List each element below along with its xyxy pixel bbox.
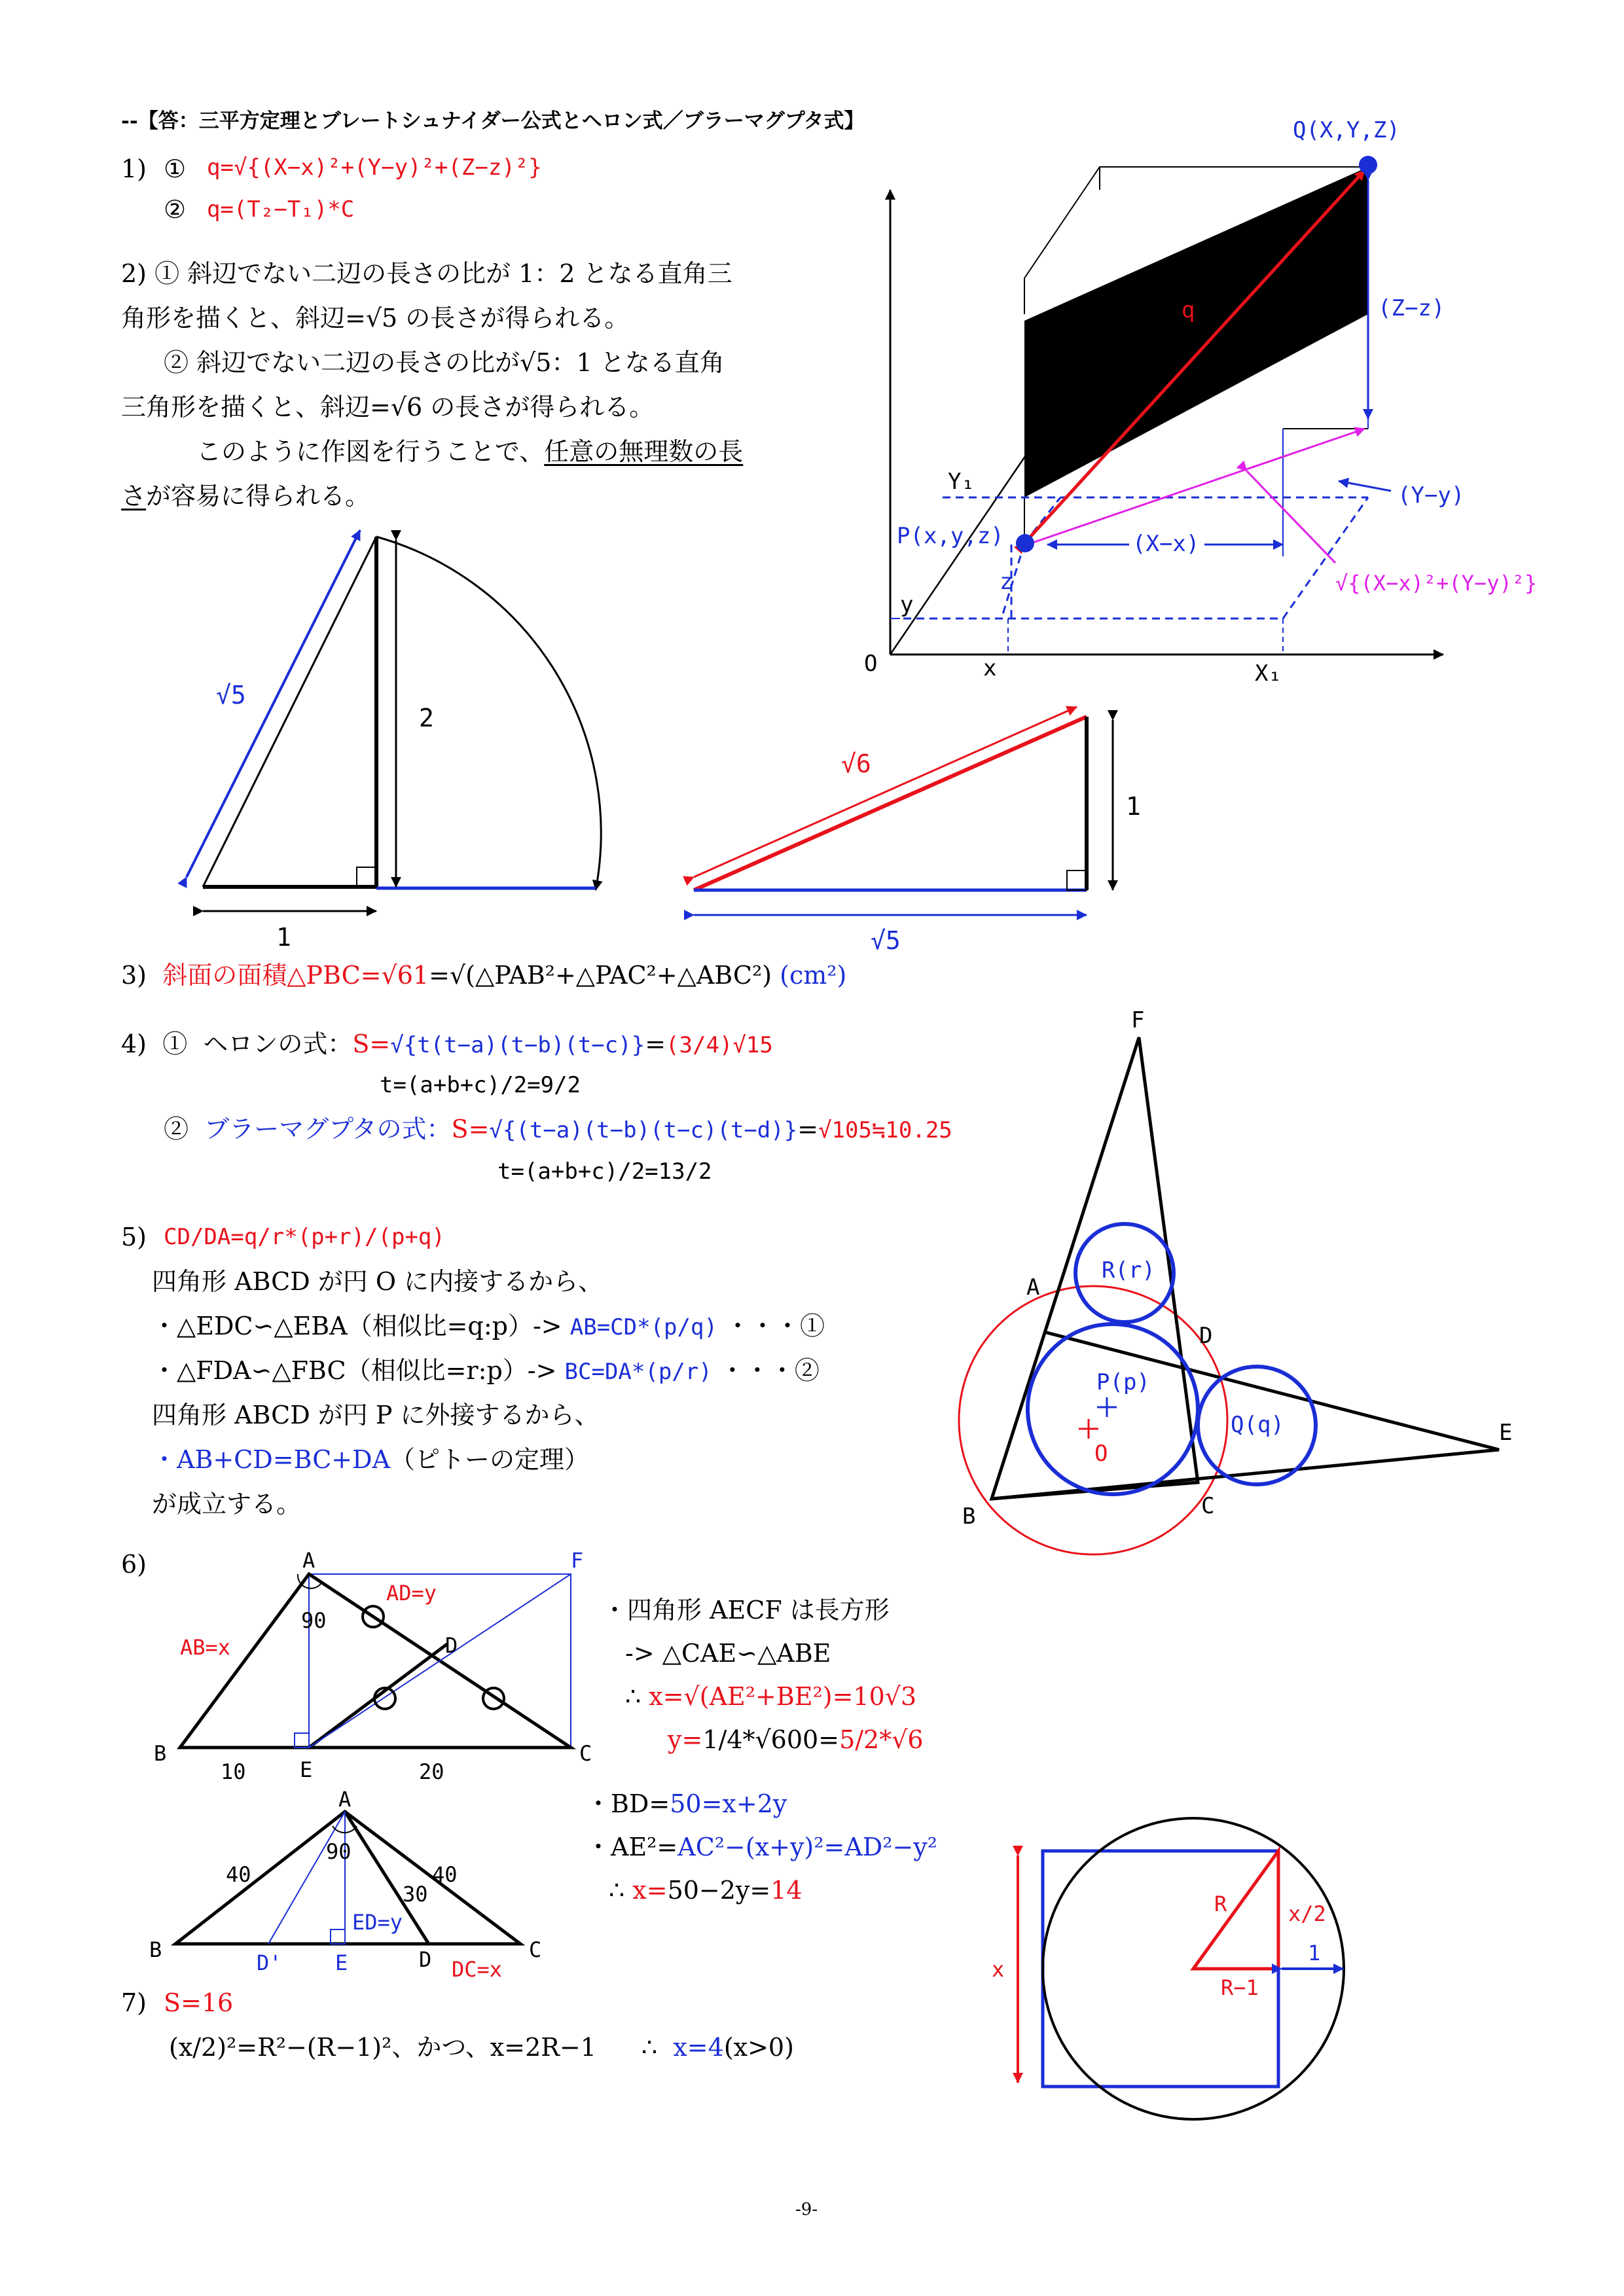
sqrt5-arrow — [187, 530, 360, 877]
q6-s2: -> △CAE∽△ABE — [625, 1639, 831, 1668]
label-one: 1 — [276, 923, 291, 952]
yy-arrow — [1339, 481, 1391, 491]
label-Dp: D' — [257, 1950, 282, 1975]
q4-brahma-eq: = — [797, 1115, 819, 1143]
q5-number: 5) — [121, 1223, 147, 1251]
right-angle-mark — [331, 1929, 345, 1944]
label-C: C — [1201, 1493, 1215, 1519]
label-sqrt6: √6 — [841, 749, 871, 778]
q6-s3-b: x=√(AE²+BE²)=10√3 — [649, 1682, 917, 1711]
q6-s7-c: 50−2y= — [667, 1876, 771, 1905]
label-Y1: Y₁ — [948, 469, 975, 495]
label-AB: AB=x — [180, 1635, 231, 1660]
label-z: z — [1000, 569, 1013, 595]
label-D: D — [445, 1633, 458, 1658]
triangle-ABC — [180, 1574, 571, 1748]
label-DC: DC=x — [452, 1957, 503, 1982]
q4-heron-formula: √{t(t−a)(t−b)(t−c)} — [390, 1032, 645, 1058]
center-O-mark — [1079, 1419, 1098, 1439]
figure-sqrt6 — [694, 707, 1141, 955]
q4-t2: t=(a+b+c)/2=13/2 — [497, 1158, 712, 1185]
q6-s7-a: ∴ — [609, 1876, 625, 1905]
figure-cyclic-quad — [959, 1007, 1512, 1554]
label-q: q — [1182, 297, 1195, 323]
q6-s6-a: ・AE²= — [586, 1833, 678, 1861]
right-angle-mark — [1067, 870, 1087, 890]
q6-s4-a: y= — [668, 1725, 703, 1754]
label-O: O — [1094, 1441, 1108, 1467]
label-B: B — [154, 1741, 167, 1766]
q2-line1: 2) ① 斜辺でない二辺の長さの比が 1：2 となる直角三 — [121, 259, 732, 288]
label-10: 10 — [221, 1759, 246, 1784]
label-C: C — [579, 1741, 592, 1766]
q1-answer-2: q=(T₂−T₁)*C — [207, 196, 355, 223]
line-AD-prime — [268, 1812, 345, 1944]
q5-l2-a: ・△EDC∽△EBA（相似比=q:p）-> — [152, 1312, 562, 1340]
label-sqrt5-b: √5 — [871, 926, 901, 955]
label-F: F — [571, 1548, 584, 1573]
label-1: 1 — [1308, 1941, 1321, 1965]
label-root: √{(X−x)²+(Y−y)²} — [1335, 571, 1538, 596]
triangle-R — [1193, 1851, 1278, 1969]
label-D: D — [1199, 1323, 1213, 1349]
q7-l2-a: ∴ — [641, 2033, 658, 2062]
q4-heron-answer: (3/4)√15 — [666, 1032, 773, 1058]
label-B: B — [962, 1503, 976, 1530]
q4-heron-eq: = — [645, 1030, 666, 1058]
q6-s5-a: ・BD= — [586, 1789, 670, 1818]
label-A: A — [302, 1548, 316, 1573]
label-P: P(p) — [1096, 1369, 1150, 1395]
point-Q — [1359, 156, 1377, 174]
hypotenuse — [694, 717, 1087, 890]
label-R: R(r) — [1102, 1257, 1155, 1283]
label-90: 90 — [301, 1608, 327, 1633]
q7-answer: S=16 — [164, 1988, 234, 2017]
label-x: x — [983, 655, 997, 681]
q3-answer: 斜面の面積△PBC=√61 — [162, 961, 429, 990]
q2-line6-post: が容易に得られる。 — [146, 482, 370, 511]
label-F: F — [1131, 1007, 1145, 1033]
q4-brahma-label: ブラーマグプタの式： — [204, 1115, 452, 1143]
point-P — [1016, 534, 1034, 552]
label-sqrt5: √5 — [216, 681, 246, 709]
right-angle-mark — [295, 1733, 309, 1748]
q5-l5-b: （ピトーの定理） — [390, 1445, 590, 1474]
label-Yy: (Y−y) — [1398, 482, 1465, 509]
q6-s4-c: 5/2*√6 — [839, 1725, 924, 1754]
center-P-mark — [1097, 1397, 1117, 1417]
q5-l5-a: ・AB+CD=BC+DA — [152, 1445, 391, 1474]
q5-l6: が成立する。 — [152, 1490, 302, 1518]
label-C: C — [529, 1937, 542, 1962]
label-two: 2 — [419, 704, 434, 732]
q1-circle-2: ② — [164, 195, 187, 224]
figure-q6-lower — [149, 1787, 541, 1982]
label-Q: Q(X,Y,Z) — [1293, 117, 1400, 143]
q5-l3-c: ・・・② — [719, 1356, 820, 1385]
q6-s5-b: 50=x+2y — [670, 1789, 787, 1818]
q5-l2-b: AB=CD*(p/q) — [569, 1314, 717, 1340]
q3-unit: (cm²) — [780, 961, 847, 990]
label-Q: Q(q) — [1231, 1412, 1284, 1438]
label-30: 30 — [403, 1882, 428, 1907]
q4-circle-1: ① — [162, 1030, 188, 1058]
label-one-r: 1 — [1126, 792, 1141, 821]
page-footer: -9- — [795, 2200, 818, 2219]
q2-line6-underlined: さ — [121, 482, 147, 511]
right-angle-mark — [357, 867, 376, 887]
label-y: y — [900, 592, 914, 618]
q4-number: 4) — [121, 1030, 147, 1058]
q7-l1: (x/2)²=R²−(R−1)²、かつ、x=2R−1 — [169, 2033, 596, 2062]
q6-number: 6) — [121, 1550, 147, 1579]
q5-answer: CD/DA=q/r*(p+r)/(p+q) — [164, 1224, 445, 1250]
q4-brahma-formula: √{(t−a)(t−b)(t−c)(t−d)} — [489, 1117, 798, 1143]
label-B: B — [149, 1937, 162, 1962]
q2-line2: 角形を描くと、斜辺=√5 の長さが得られる。 — [121, 304, 630, 332]
label-x: x — [992, 1957, 1005, 1982]
label-x2: x/2 — [1288, 1901, 1326, 1926]
q7-number: 7) — [121, 1988, 147, 2017]
q7-l2-c: (x>0) — [723, 2033, 794, 2062]
q4-heron-s: S= — [352, 1030, 391, 1058]
q4-circle-2: ② — [164, 1115, 189, 1143]
label-Xx: (X−x) — [1132, 531, 1200, 557]
line-ED — [309, 1644, 447, 1748]
figure-q7 — [992, 1818, 1344, 2119]
q5-l3-b: BC=DA*(p/r) — [564, 1359, 712, 1385]
label-E: E — [300, 1757, 313, 1782]
label-40-right: 40 — [432, 1862, 458, 1887]
label-A: A — [338, 1787, 352, 1812]
label-40-left: 40 — [226, 1862, 251, 1887]
label-X1: X₁ — [1255, 660, 1282, 687]
label-R1: R−1 — [1221, 1975, 1259, 2000]
q4-heron-label: ヘロンの式： — [203, 1030, 353, 1058]
label-O: O — [864, 651, 878, 677]
q2-line5-underlined: 任意の無理数の長 — [544, 437, 744, 466]
q2-line4: 三角形を描くと、斜辺=√6 の長さが得られる。 — [121, 393, 655, 422]
arc — [376, 537, 601, 890]
base-diagonal-pointer — [1247, 471, 1335, 563]
header: --【答：三平方定理とブレートシュナイダー公式とヘロン式／ブラーマグプタ式】 — [121, 109, 865, 133]
q1-circle-1: ① — [164, 154, 187, 183]
q4-brahma-answer: √105≒10.25 — [818, 1117, 952, 1143]
q5-l1: 四角形 ABCD が円 O に内接するから、 — [152, 1267, 604, 1296]
label-P: P(x,y,z) — [897, 523, 1004, 549]
label-Zz: (Z−z) — [1378, 295, 1445, 321]
q6-s1: ・四角形 AECF は長方形 — [602, 1596, 890, 1624]
label-E: E — [335, 1950, 348, 1975]
q1-number: 1) — [121, 154, 147, 183]
label-R: R — [1214, 1892, 1227, 1916]
hypotenuse — [203, 537, 376, 887]
base-dashed — [903, 497, 1368, 619]
label-E: E — [1499, 1420, 1513, 1446]
q2-line3: ② 斜辺でない二辺の長さの比が√5：1 となる直角 — [164, 348, 725, 377]
label-ED: ED=y — [352, 1910, 403, 1935]
label-90: 90 — [326, 1839, 352, 1864]
figure-sqrt5 — [187, 530, 601, 952]
q6-s7-d: 14 — [770, 1876, 803, 1905]
q6-s6-b: AC²−(x+y)²=AD²−y² — [677, 1833, 938, 1861]
label-D: D — [419, 1947, 432, 1972]
q2-line5-pre: このように作図を行うことで、 — [196, 437, 545, 466]
sqrt6-arrow — [694, 707, 1077, 877]
q3-formula: =√(△PAB²+△PAC²+△ABC²) — [429, 961, 772, 990]
q7-l2-b: x=4 — [673, 2033, 724, 2062]
q6-s3-a: ∴ — [625, 1682, 641, 1711]
q6-s7-b: x= — [632, 1876, 668, 1905]
q5-l2-c: ・・・① — [725, 1312, 825, 1340]
label-A: A — [1026, 1274, 1040, 1300]
q6-s4-b: 1/4*√600= — [702, 1725, 840, 1754]
q5-l4: 四角形 ABCD が円 P に外接するから、 — [152, 1401, 600, 1429]
q4-brahma-s: S= — [451, 1115, 490, 1143]
q1-answer-1: q=√{(X−x)²+(Y−y)²+(Z−z)²} — [207, 154, 542, 181]
q5-l3-a: ・△FDA∽△FBC（相似比=r:p）-> — [152, 1356, 557, 1385]
equal-mark — [483, 1688, 504, 1709]
q3-number: 3) — [121, 961, 147, 990]
label-AD: AD=y — [386, 1581, 437, 1605]
figure-3d — [864, 117, 1537, 687]
q4-t1: t=(a+b+c)/2=9/2 — [380, 1072, 581, 1098]
black-plane — [1024, 167, 1368, 497]
label-20: 20 — [419, 1759, 444, 1784]
figure-q6-upper — [154, 1548, 592, 1784]
